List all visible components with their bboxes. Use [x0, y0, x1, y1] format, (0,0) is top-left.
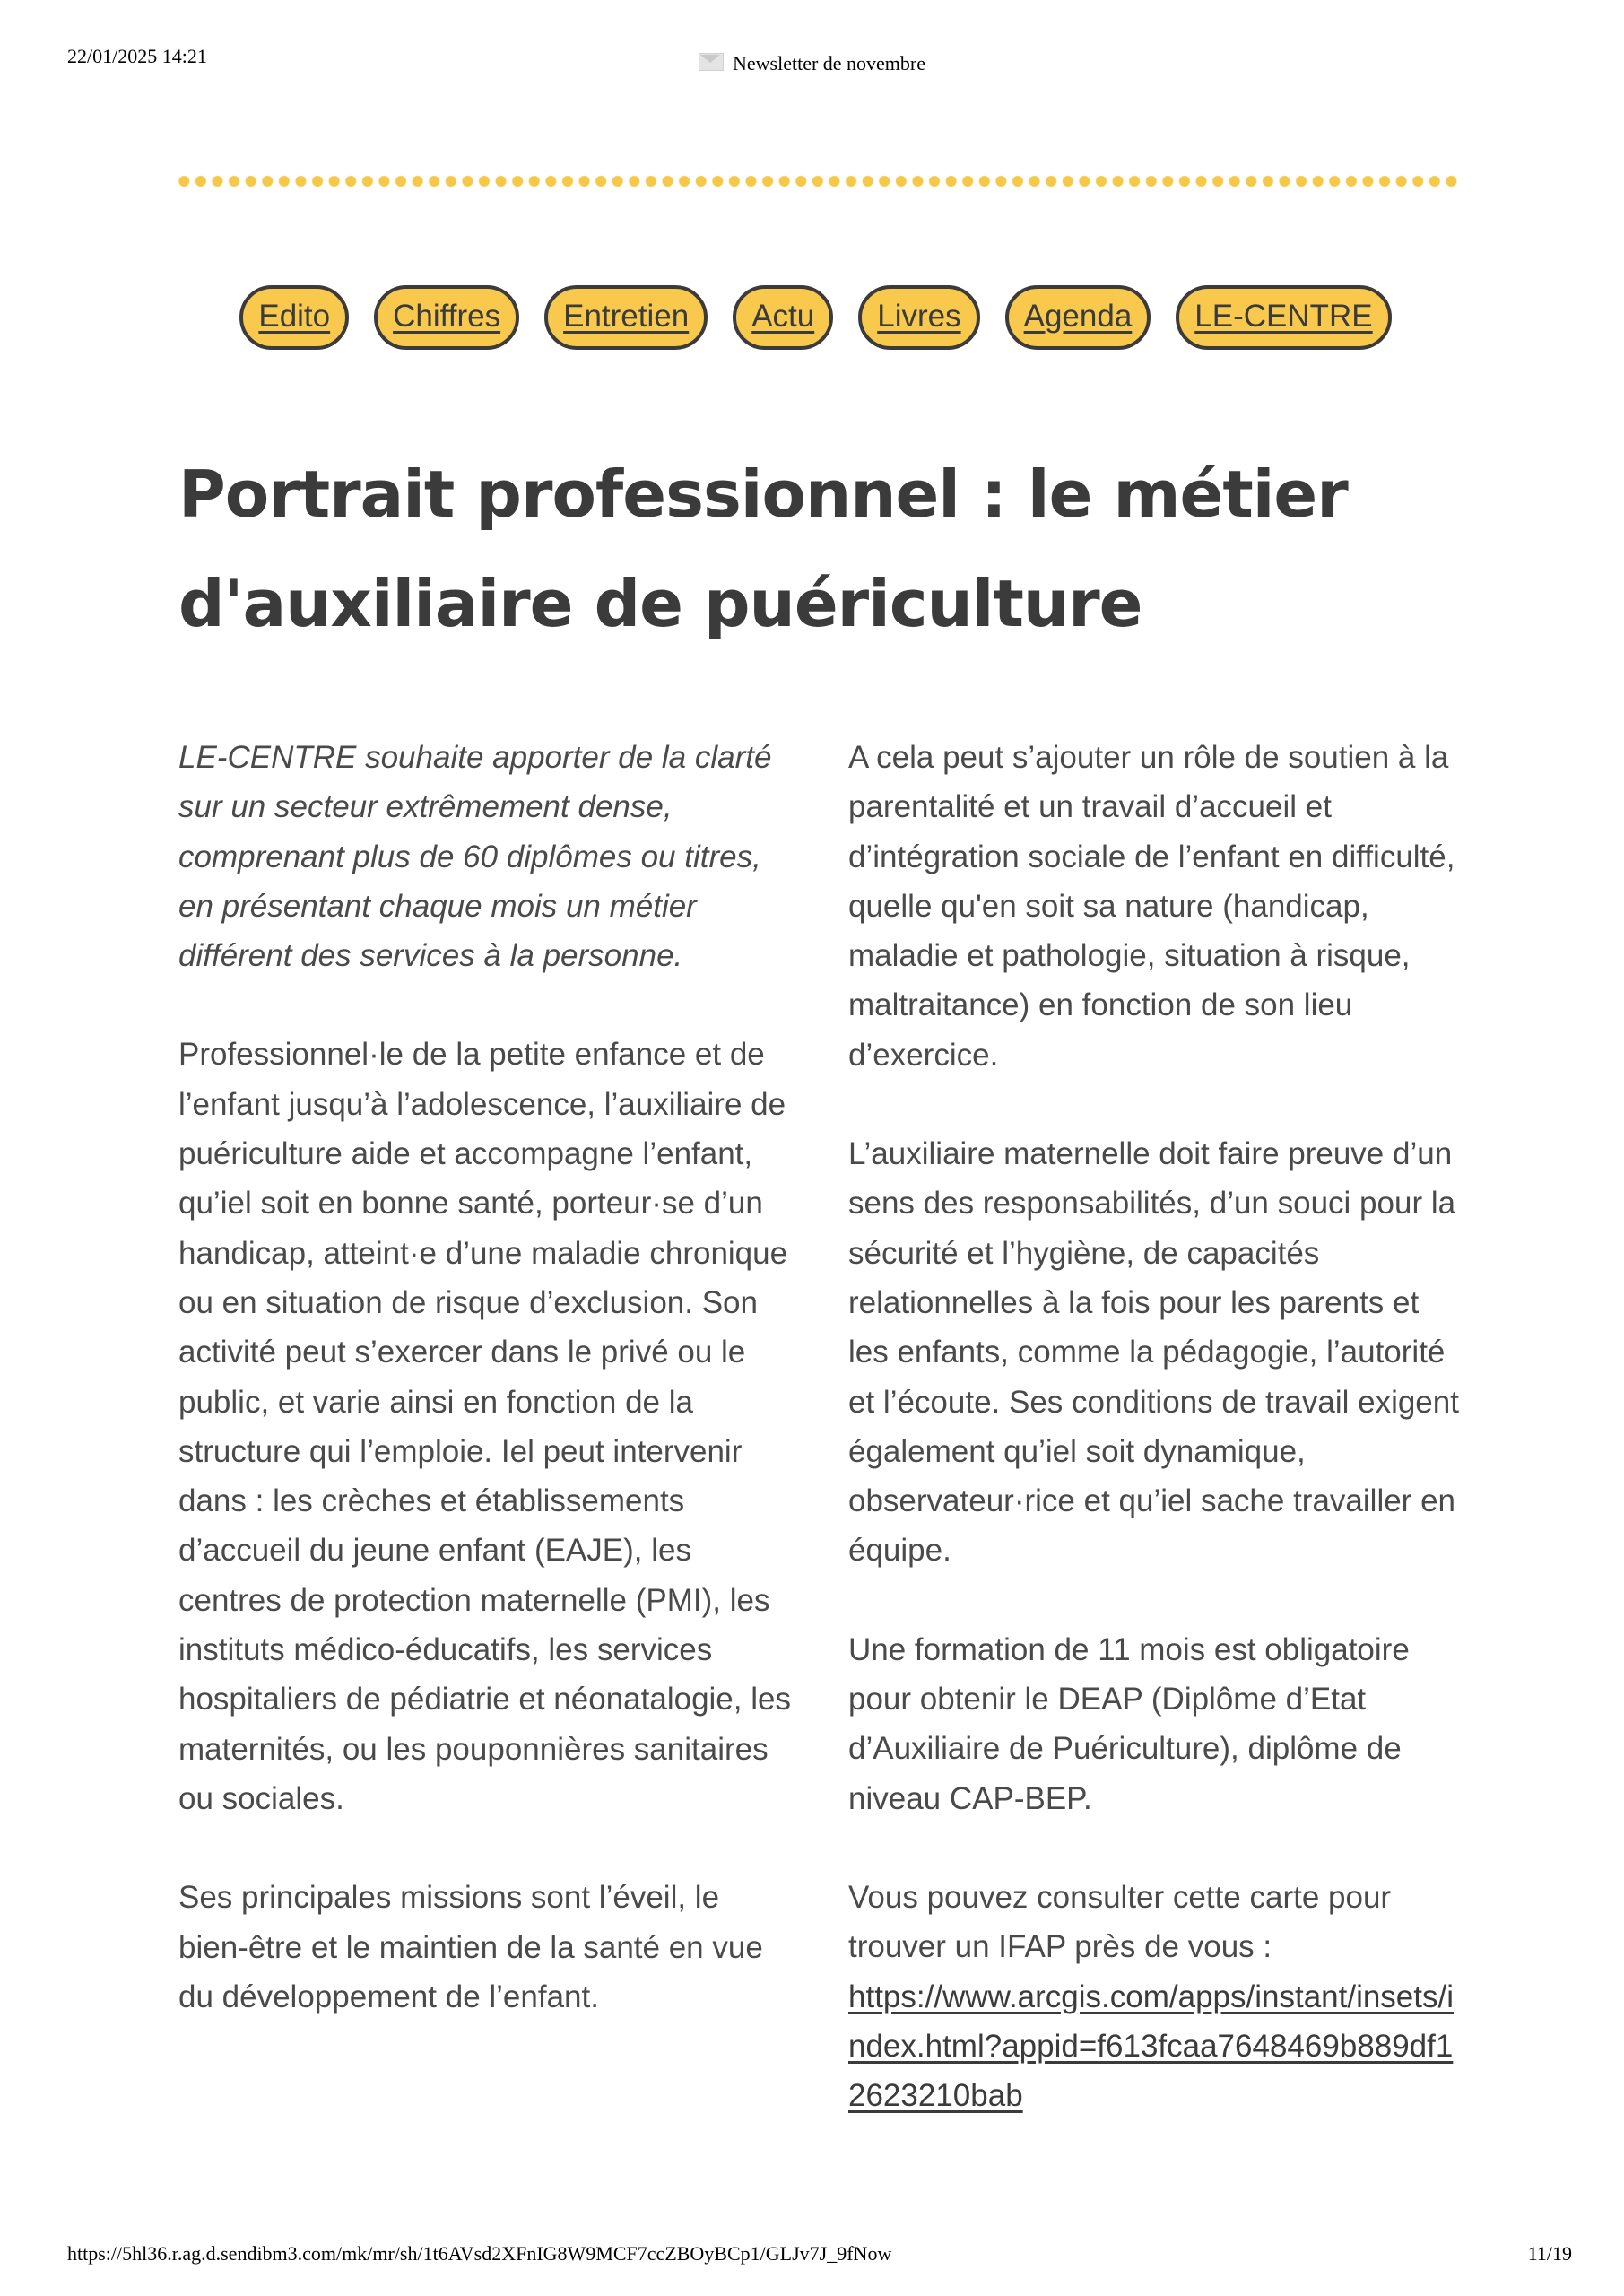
print-datetime: 22/01/2025 14:21	[67, 45, 207, 67]
article-paragraph: Ses principales missions sont l’éveil, le bien-être et le maintien de la santé en vue du développement de l’enfant.	[178, 1880, 763, 2014]
article-paragraph: A cela peut s’ajouter un rôle de soutien à la parentalité et un travail d’accueil et d’intégration sociale de l’enfant en difficulté, quelle qu'en soit sa nature (handicap, maladie et pathologie, situation à risque, maltraitance) en fonction de son lieu d’exercice.	[848, 740, 1455, 1073]
section-nav	[0, 285, 1624, 350]
nav-link-edito[interactable]: Edito	[239, 285, 349, 350]
article-intro: LE-CENTRE souhaite apporter de la clarté sur un secteur extrêmement dense, comprenant plus de 60 diplômes ou titres, en présentant chaque mois un métier différent des services à la personne.	[178, 740, 772, 974]
print-url: https://5hl36.r.ag.d.sendibm3.com/mk/mr/sh/1t6AVsd2XFnIG8W9MCF7ccZBOyBCp1/GLJv7J_9fNow	[67, 2242, 892, 2265]
nav-link-actu[interactable]: Actu	[733, 285, 833, 350]
print-title	[67, 52, 1557, 75]
article-right-column	[848, 733, 1467, 2170]
print-title-text: Newsletter de novembre	[732, 52, 926, 74]
ifap-map-link[interactable]: https://www.arcgis.com/apps/instant/insets/index.html?appid=f613fcaa7648469b889df12623210bab	[848, 1979, 1454, 2114]
dotted-divider	[176, 170, 1458, 192]
page-number: 11/19	[1527, 2242, 1572, 2265]
map-intro-text: Vous pouvez consulter cette carte pour trouver un IFAP près de vous :	[848, 1879, 1392, 1965]
envelope-icon	[699, 53, 724, 71]
article-title: Portrait professionnel : le métier d'auxiliaire de puériculture	[178, 457, 1348, 641]
nav-link-chiffres[interactable]: Chiffres	[374, 285, 519, 350]
article-left-column	[178, 733, 797, 2071]
article-paragraph	[848, 1873, 1467, 2120]
nav-link-le-centre[interactable]: LE-CENTRE	[1176, 285, 1391, 350]
nav-link-agenda[interactable]: Agenda	[1005, 285, 1151, 350]
nav-link-entretien[interactable]: Entretien	[544, 285, 708, 350]
nav-link-livres[interactable]: Livres	[858, 285, 979, 350]
article-paragraph: L’auxiliaire maternelle doit faire preuve d’un sens des responsabilités, d’un souci pour la sécurité et l’hygiène, de capacités relationnelles à la fois pour les parents et les enfants, comme la pédagogie, l’autorité et l’écoute. Ses conditions de travail exigent également qu’iel soit dynamique, observateur·rice et qu’iel sache travailler en équipe.	[848, 1136, 1459, 1569]
article-paragraph: Une formation de 11 mois est obligatoire pour obtenir le DEAP (Diplôme d’Etat d’Auxiliaire de Puériculture), diplôme de niveau CAP-BEP.	[848, 1631, 1410, 1816]
article-paragraph: Professionnel·le de la petite enfance et de l’enfant jusqu’à l’adolescence, l’auxiliaire de puériculture aide et accompagne l’enfant, qu’iel soit en bonne santé, porteur·se d’un handicap, atteint·e d’une maladie chronique ou en situation de risque d’exclusion. Son activité peut s’exercer dans le privé ou le public, et varie ainsi en fonction de la structure qui l’emploie. Iel peut intervenir dans : les crèches et établissements d’accueil du jeune enfant (EAJE), les centres de protection maternelle (PMI), les instituts médico-éducatifs, les services hospitaliers de pédiatrie et néonatalogie, les maternités, ou les pouponnières sanitaires ou sociales.	[178, 1037, 791, 1816]
print-header	[67, 45, 1557, 81]
